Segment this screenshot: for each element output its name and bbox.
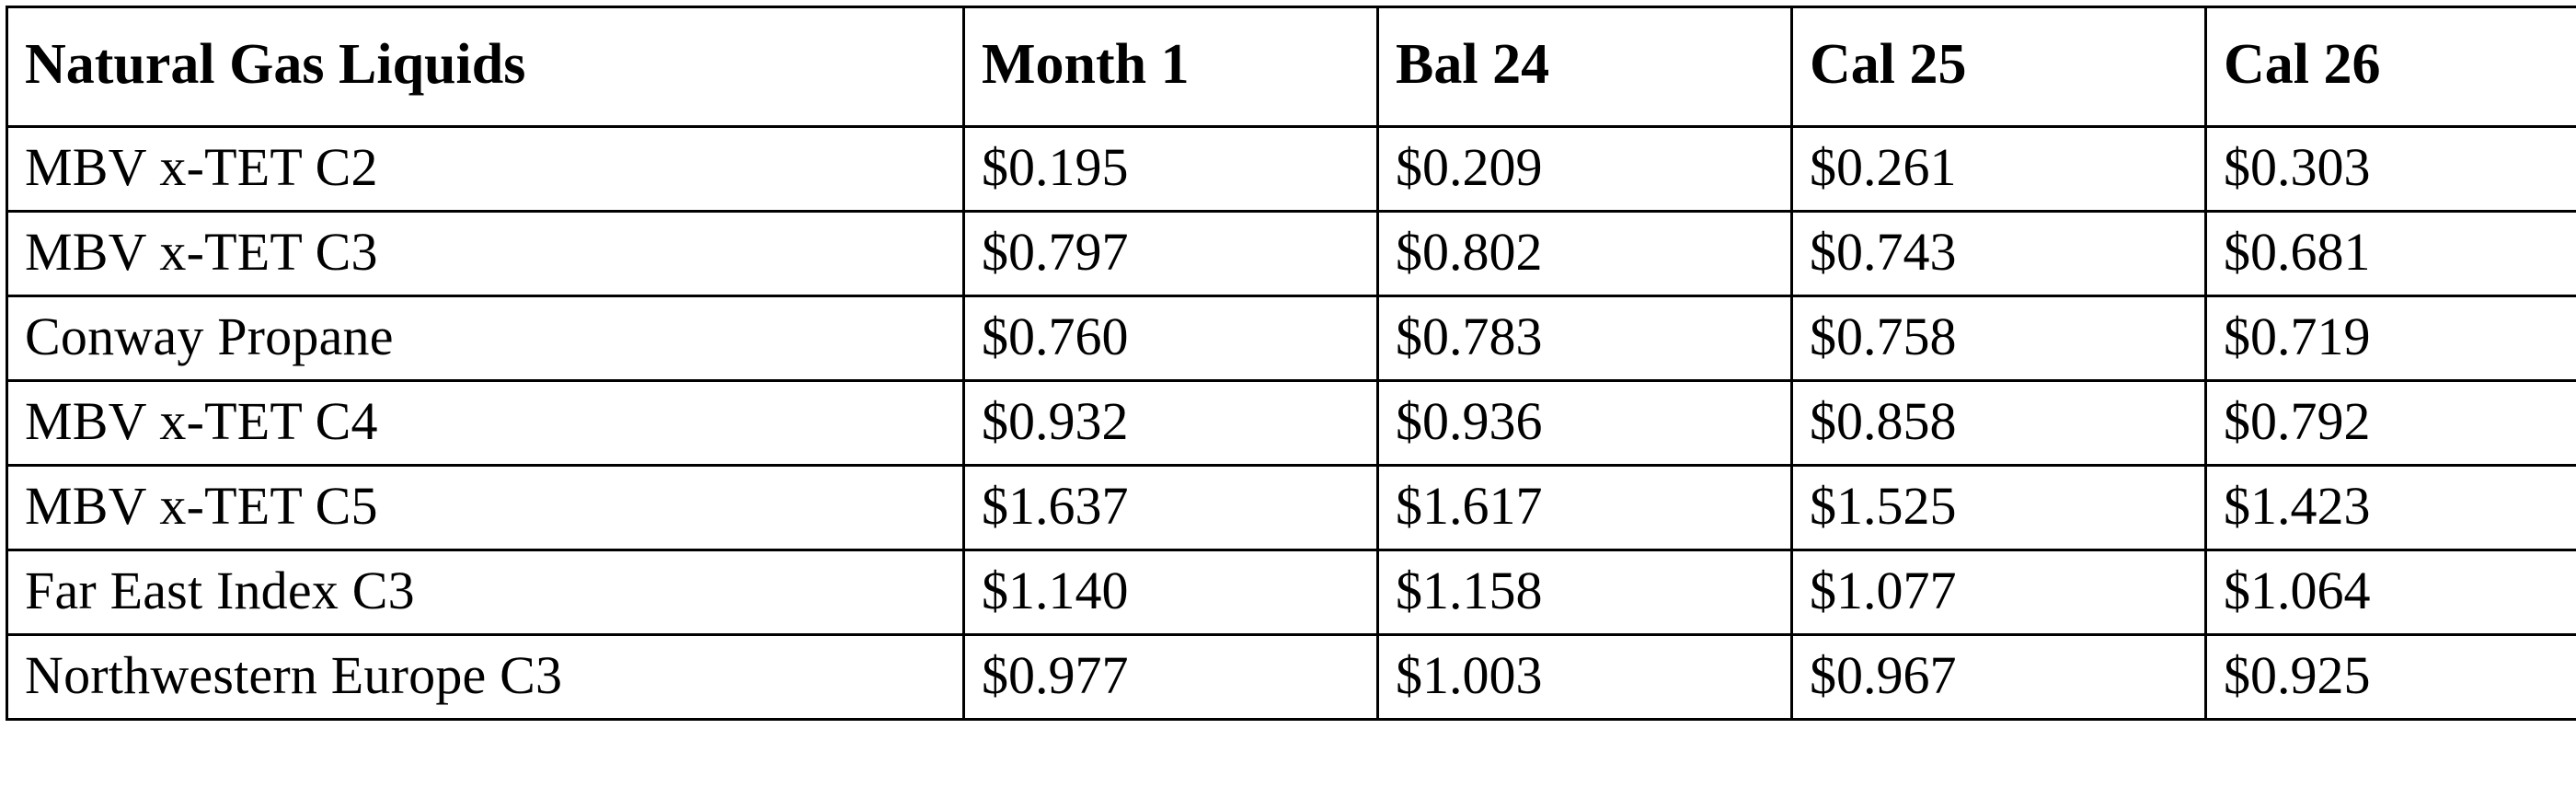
table-body <box>7 127 2576 720</box>
cell-bal-24: $1.158 <box>1378 550 1792 635</box>
column-header-cal-26: Cal 26 <box>2206 7 2576 127</box>
row-label: MBV x-TET C5 <box>7 466 964 550</box>
cell-cal-26: $0.925 <box>2206 635 2576 720</box>
table-header-row <box>7 7 2576 127</box>
cell-cal-25: $0.858 <box>1792 381 2206 466</box>
cell-cal-25: $0.758 <box>1792 296 2206 381</box>
column-header-cal-25: Cal 25 <box>1792 7 2206 127</box>
natural-gas-liquids-table <box>6 6 2576 721</box>
row-label: Conway Propane <box>7 296 964 381</box>
table-row <box>7 550 2576 635</box>
cell-month-1: $1.637 <box>964 466 1378 550</box>
column-header-month-1: Month 1 <box>964 7 1378 127</box>
cell-cal-25: $1.077 <box>1792 550 2206 635</box>
cell-bal-24: $0.209 <box>1378 127 1792 212</box>
table-row <box>7 381 2576 466</box>
cell-month-1: $0.760 <box>964 296 1378 381</box>
cell-cal-26: $0.681 <box>2206 212 2576 296</box>
column-header-category: Natural Gas Liquids <box>7 7 964 127</box>
cell-cal-26: $1.423 <box>2206 466 2576 550</box>
row-label: Far East Index C3 <box>7 550 964 635</box>
table-header <box>7 7 2576 127</box>
cell-bal-24: $0.783 <box>1378 296 1792 381</box>
cell-cal-25: $0.261 <box>1792 127 2206 212</box>
cell-month-1: $0.797 <box>964 212 1378 296</box>
cell-cal-25: $1.525 <box>1792 466 2206 550</box>
cell-cal-25: $0.743 <box>1792 212 2206 296</box>
cell-month-1: $0.977 <box>964 635 1378 720</box>
cell-month-1: $0.195 <box>964 127 1378 212</box>
cell-cal-25: $0.967 <box>1792 635 2206 720</box>
table-row <box>7 466 2576 550</box>
row-label: Northwestern Europe C3 <box>7 635 964 720</box>
table-row <box>7 127 2576 212</box>
cell-month-1: $0.932 <box>964 381 1378 466</box>
cell-bal-24: $1.617 <box>1378 466 1792 550</box>
table-row <box>7 296 2576 381</box>
cell-cal-26: $0.303 <box>2206 127 2576 212</box>
column-header-bal-24: Bal 24 <box>1378 7 1792 127</box>
row-label: MBV x-TET C4 <box>7 381 964 466</box>
row-label: MBV x-TET C2 <box>7 127 964 212</box>
cell-bal-24: $0.802 <box>1378 212 1792 296</box>
cell-cal-26: $0.719 <box>2206 296 2576 381</box>
cell-cal-26: $1.064 <box>2206 550 2576 635</box>
cell-bal-24: $1.003 <box>1378 635 1792 720</box>
cell-bal-24: $0.936 <box>1378 381 1792 466</box>
cell-cal-26: $0.792 <box>2206 381 2576 466</box>
table-row <box>7 635 2576 720</box>
table-row <box>7 212 2576 296</box>
row-label: MBV x-TET C3 <box>7 212 964 296</box>
cell-month-1: $1.140 <box>964 550 1378 635</box>
